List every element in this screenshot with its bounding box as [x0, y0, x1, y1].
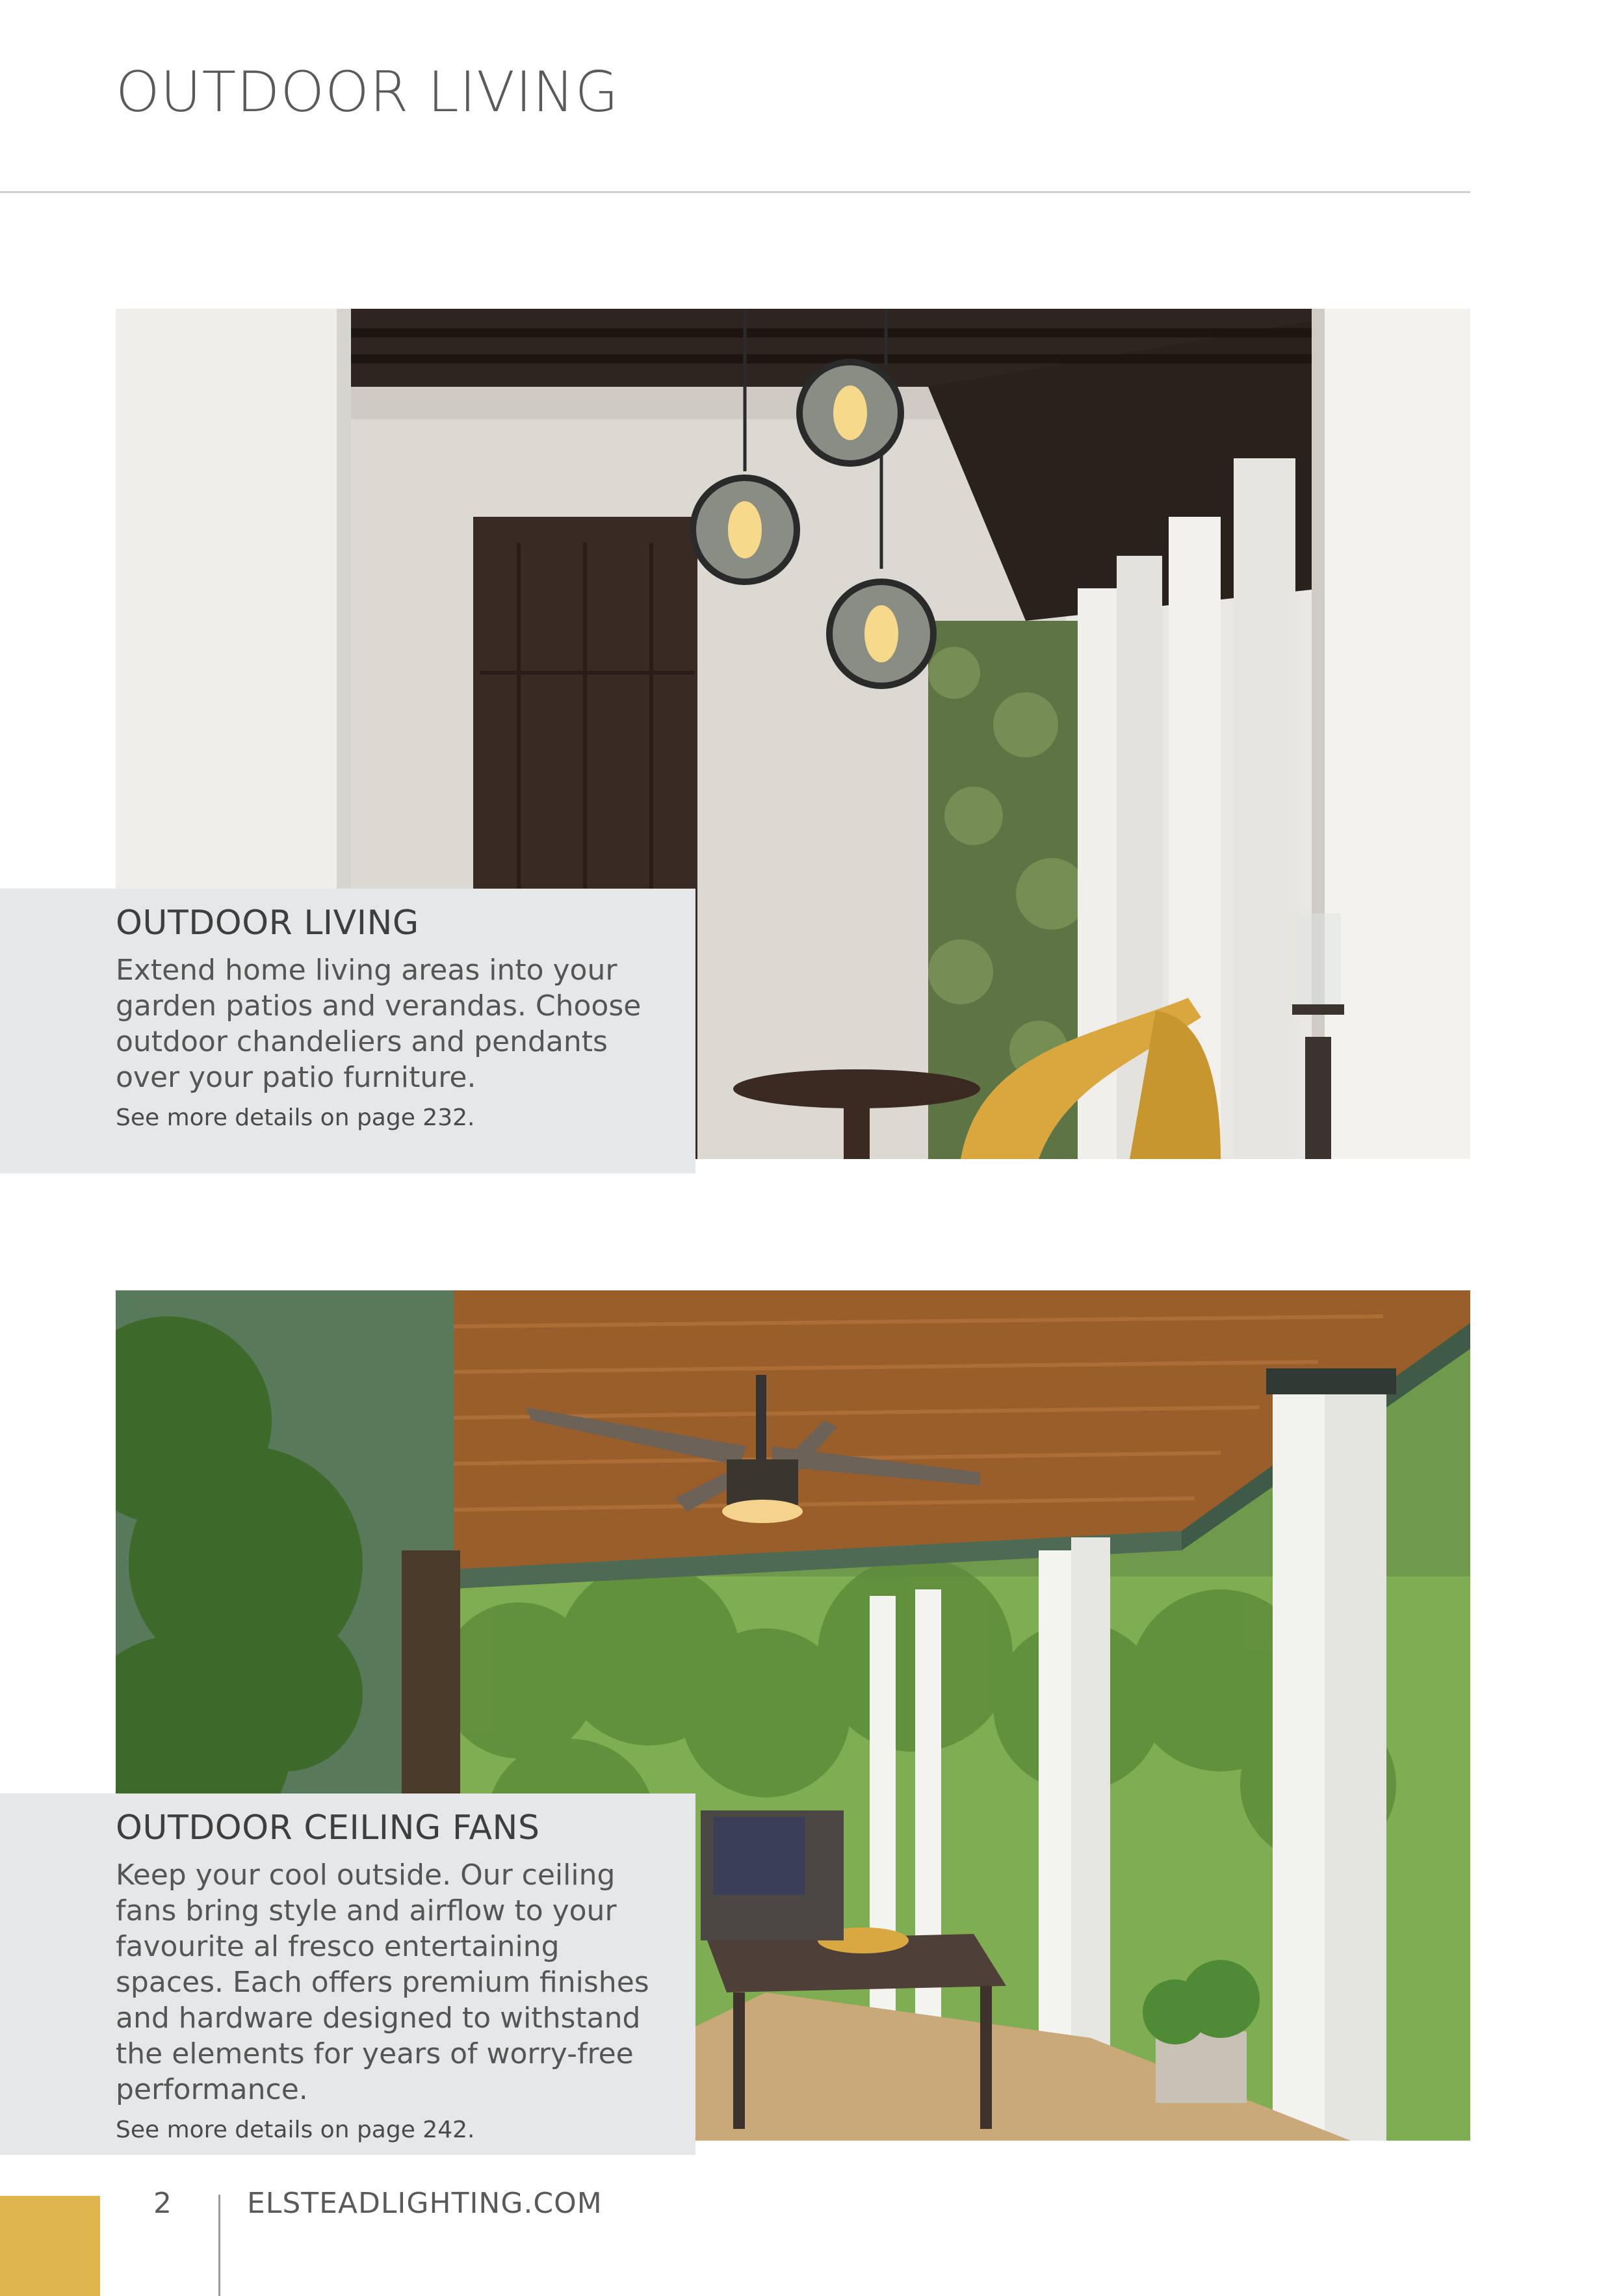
page-reference: See more details on page 232. [116, 1104, 475, 1132]
header-divider [0, 191, 1470, 193]
website-link[interactable]: ELSTEADLIGHTING.COM [247, 2187, 603, 2220]
section-heading: OUTDOOR LIVING [116, 904, 419, 943]
page-title: OUTDOOR LIVING [116, 60, 619, 125]
outdoor-living-caption [0, 889, 695, 1173]
section-body: Extend home living areas into your garden patios and verandas. Choose outdoor chandeliers and pendants over your patio furniture. [116, 954, 642, 1095]
footer-divider [218, 2195, 220, 2296]
page-reference: See more details on page 242. [116, 2117, 475, 2144]
ceiling-fans-caption [0, 1794, 695, 2155]
page-number: 2 [153, 2187, 172, 2220]
section-heading: OUTDOOR CEILING FANS [116, 1808, 540, 1847]
footer-accent-block [0, 2196, 100, 2296]
section-body: Keep your cool outside. Our ceiling fans bring style and airflow to your favourite al fresco entertaining spaces. Each offers premium finishes and hardware designed to withstand the elements for years of worry-free performance. [116, 1859, 649, 2107]
